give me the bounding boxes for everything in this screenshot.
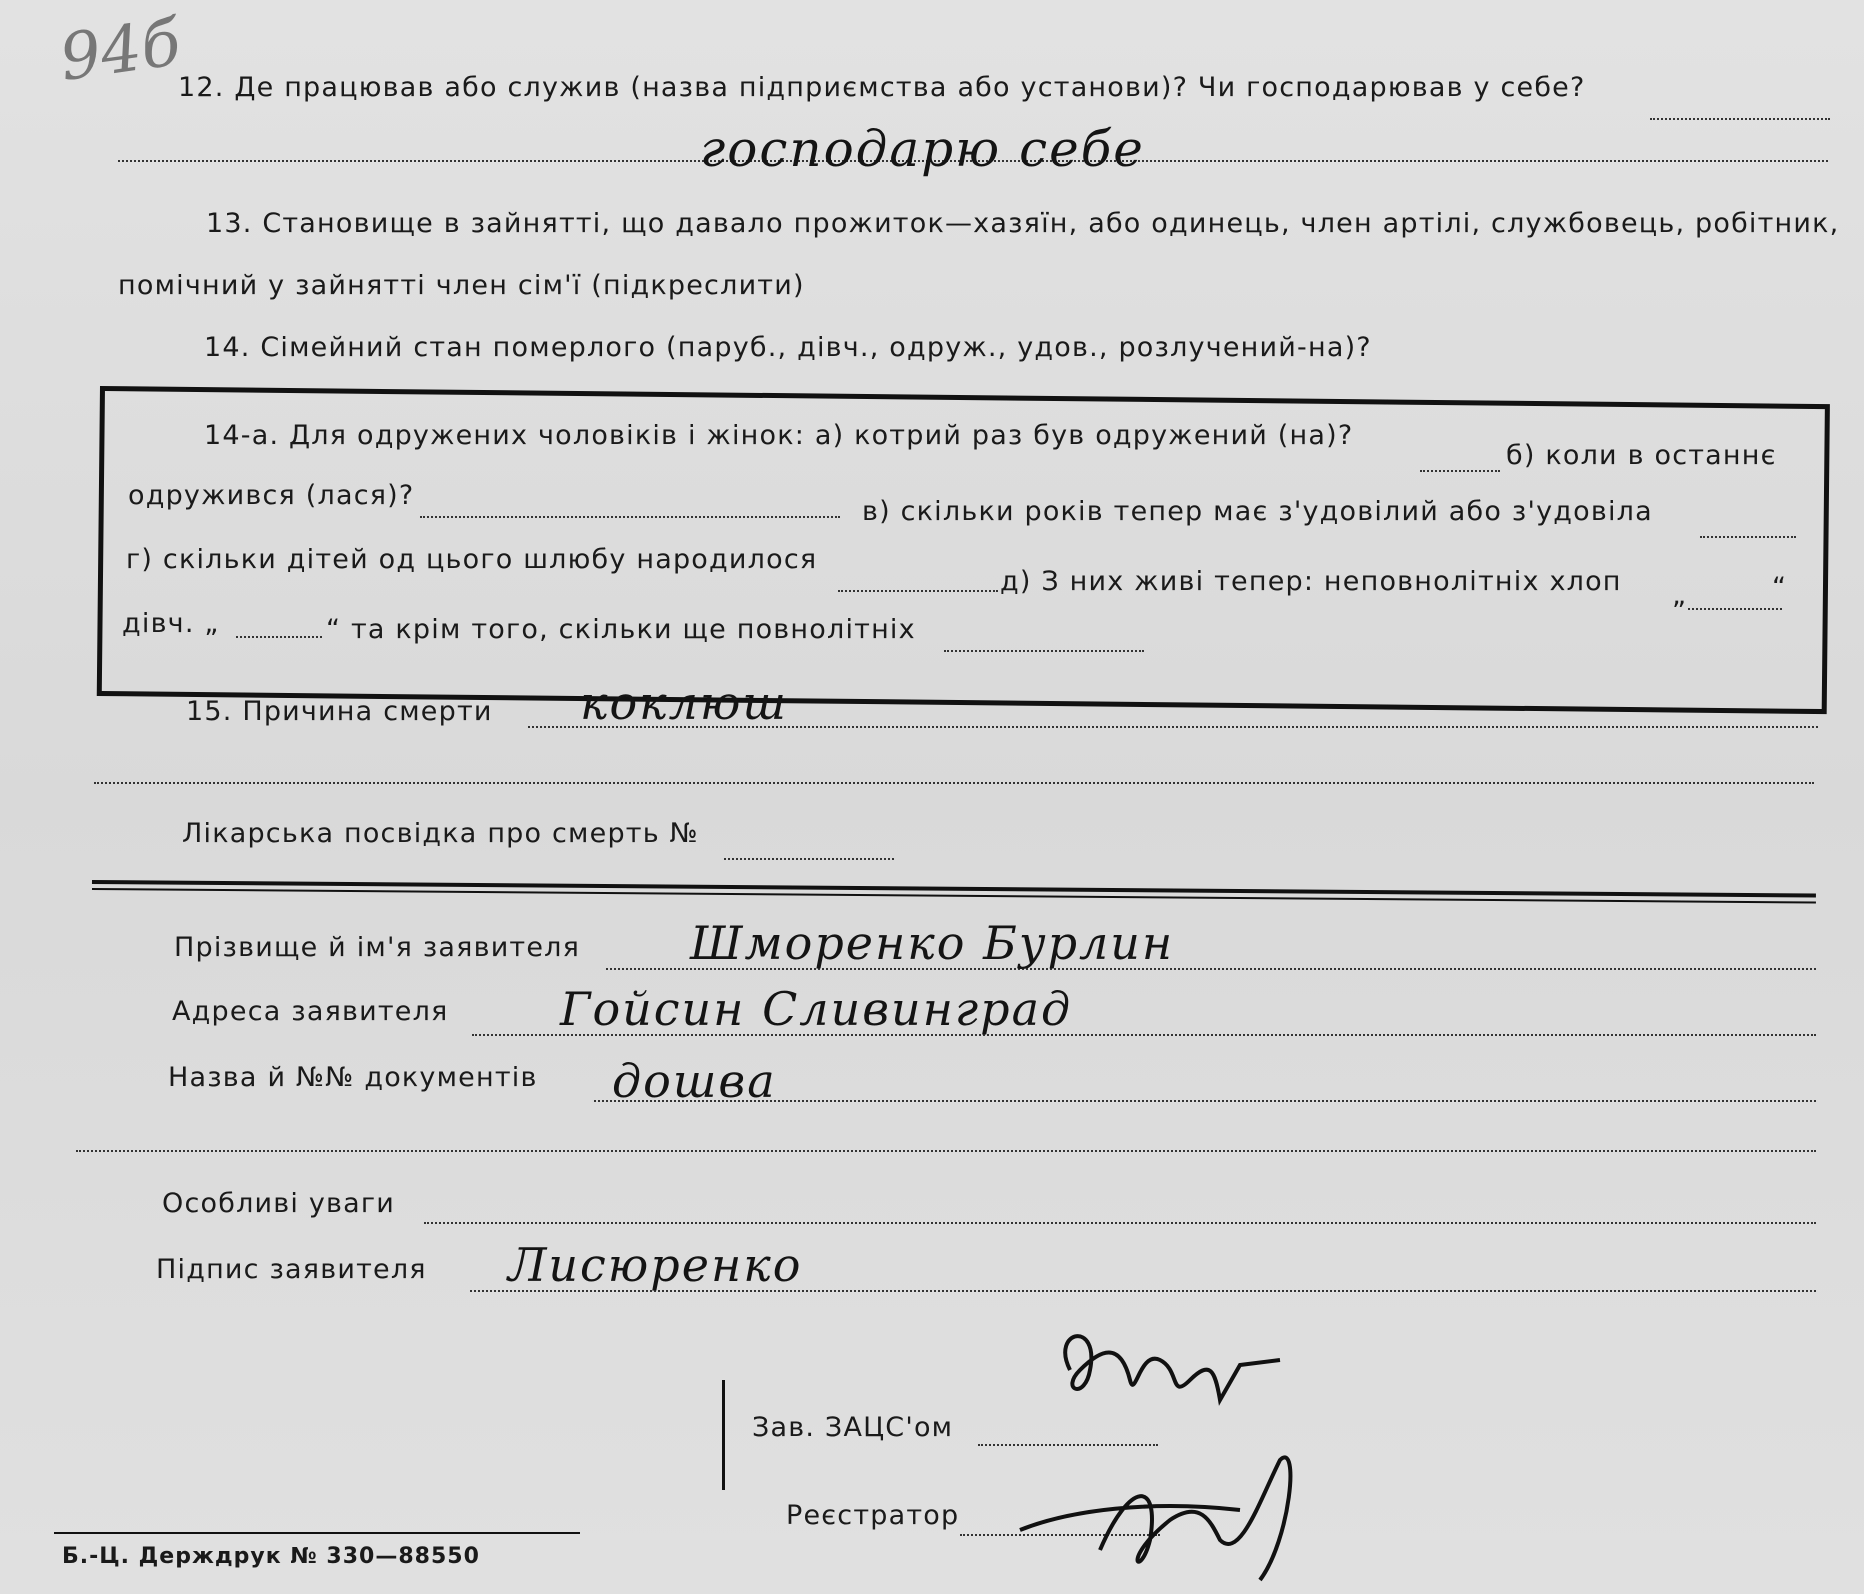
- applicant-docs-line2: [76, 1150, 1816, 1152]
- applicant-signature-label: Підпис заявителя: [156, 1254, 427, 1285]
- head-signature-image: [1040, 1310, 1340, 1450]
- footer-rule: [54, 1532, 580, 1534]
- applicant-docs-value: дошва: [612, 1054, 777, 1108]
- q15-label: 15. Причина смерти: [186, 696, 493, 727]
- corner-mark: 94б: [55, 5, 186, 97]
- q15-line2: [94, 782, 1814, 784]
- q14a-dots6: [236, 636, 322, 638]
- applicant-address-label: Адреса заявителя: [172, 996, 449, 1027]
- applicant-notes-label: Особливі уваги: [162, 1188, 396, 1219]
- applicant-signature-value: Лисюренко: [508, 1238, 803, 1292]
- q15-answer: коклюш: [580, 676, 788, 730]
- medical-label: Лікарська посвідка про смерть №: [182, 818, 699, 849]
- q13-line2: помічний у зайнятті член сім'ї (підкреслити): [118, 270, 805, 301]
- q12-label: 12. Де працював або служив (назва підприємства або установи)? Чи господарював у себе?: [178, 72, 1586, 103]
- applicant-name-value: Шморенко Бурлин: [690, 916, 1175, 970]
- q14a-dots4: [838, 590, 998, 592]
- registrar-signature-image: [1000, 1440, 1330, 1590]
- q14a-line1: 14-а. Для одружених чоловіків і жінок: а) котрий раз був одружений (на)?: [204, 420, 1354, 451]
- q14a-line2a: одружився (лася)?: [128, 480, 415, 511]
- printer-footer: Б.-Ц. Держдрук № 330—88550: [62, 1544, 480, 1569]
- head-label: Зав. ЗАЦС'ом: [752, 1412, 954, 1443]
- q14a-line3d: “: [1772, 572, 1788, 603]
- q13-line1: 13. Становище в зайнятті, що давало прожиток—хазяїн, або одинець, член артілі, службовець, робітник,: [206, 208, 1840, 239]
- q14a-line4b: “ та крім того, скільки ще повнолітніх: [326, 614, 916, 645]
- signature-bracket: [722, 1380, 725, 1490]
- q12-dots: [1650, 118, 1830, 120]
- medical-dots: [724, 858, 894, 860]
- applicant-address-value: Гойсин Сливинград: [560, 982, 1073, 1036]
- q14a-line3a: г) скільки дітей од цього шлюбу народилося: [126, 544, 818, 575]
- q14-label: 14. Сімейний стан померлого (паруб., дівч., одруж., удов., розлучений-на)?: [204, 332, 1372, 363]
- q14a-line2b: в) скільки років тепер має з'удовілий або з'удовіла: [862, 496, 1653, 527]
- q14a-line3c: „: [1672, 580, 1688, 611]
- q14a-dots3: [1700, 536, 1796, 538]
- applicant-docs-dots: [594, 1100, 1816, 1102]
- q14a-line4a: дівч. „: [122, 608, 220, 639]
- q14a-dots2: [420, 516, 840, 518]
- applicant-notes-dots: [424, 1222, 1816, 1224]
- q14a-line1b: б) коли в останнє: [1506, 440, 1777, 471]
- registrar-label: Реєстратор: [786, 1500, 960, 1531]
- q14a-line3b: д) З них живі тепер: неповнолітніх хлоп: [1000, 566, 1622, 597]
- applicant-name-label: Прізвище й ім'я заявителя: [174, 932, 581, 963]
- q14a-dots5: [1688, 608, 1782, 610]
- q14a-dots1: [1420, 470, 1500, 472]
- q12-answer: господарю себе: [700, 120, 1145, 178]
- applicant-docs-label: Назва й №№ документів: [168, 1062, 538, 1093]
- q14a-dots7: [944, 650, 1144, 652]
